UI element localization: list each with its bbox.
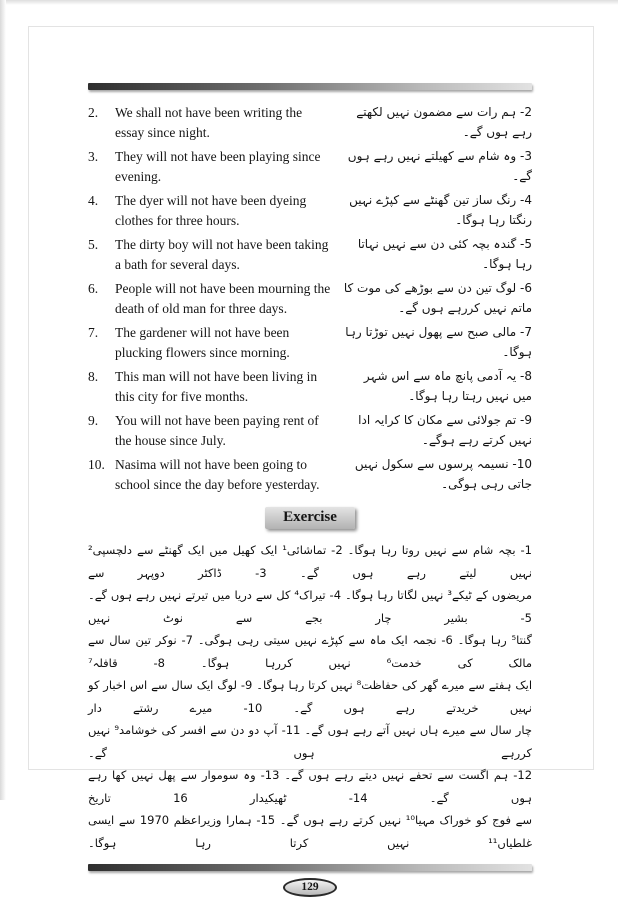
sentence-number: 3. [88,149,99,164]
sentence-english-text: People will not have been mourning the death of old man for three days. [115,281,331,316]
page-content [88,0,532,897]
sentence-english [88,279,342,318]
sentence-urdu: 5- گندہ بچہ کئی دن سے نہیں نہاتا رہا ہوگا۔ [357,237,532,271]
exercise-paragraph [88,539,532,854]
sentence-urdu: 2- ہم رات سے مضمون نہیں لکھتے رہے ہوں گے۔ [356,105,532,139]
sentence-number: 8. [88,369,99,384]
sentence-english [88,235,342,274]
sentence-urdu: 8- یہ آدمی پانچ ماہ سے اس شہر میں نہیں رہتا رہا ہوگا۔ [363,369,532,403]
sentence-english-text: We shall not have been writing the essay since night. [115,105,303,140]
bottom-divider-bar [88,864,532,871]
sentence-number: 2. [88,105,99,120]
exercise-line: 12- ہم اگست سے تحفے نہیں دیتے رہے ہوں گے۔ 13- وہ سوموار سے پھل نہیں کھا رہے ہوں گے۔ 14- ٹھیکیدار 16 تاریخ [88,768,533,805]
sentence-english [88,191,342,230]
sentence-english-text: You will not have been paying rent of the house since July. [115,413,319,448]
exercise-line: مریضوں کے ٹیکے³ نہیں لگاتا رہا ہوگا۔ 4- تیراک⁴ کل سے دریا میں تیرتے نہیں رہے ہوں گے۔ 5- بشیر چار بجے سے نوٹ نہیں [88,588,532,625]
sentence-row [88,235,532,274]
page-number-wrap [88,877,532,897]
sentence-row [88,367,532,406]
top-divider-bar [88,83,532,90]
sentence-row [88,455,532,494]
exercise-line: ایک ہفتے سے میرے گھر کی حفاظت⁸ نہیں کرتا رہا ہوگا۔ 9- لوگ ایک سال سے اس اخبار کو نہیں خریدتے رہے ہوں گے۔ 10- میرے رشتے دار [88,678,533,715]
sentence-urdu: 4- رنگ ساز تین گھنٹے سے کپڑے نہیں رنگتا رہا ہوگا۔ [349,193,532,227]
sentence-english-text: This man will not have been living in this city for five months. [115,369,318,404]
sentence-number: 5. [88,237,99,252]
sentence-row [88,411,532,450]
sentence-urdu: 10- نسیمہ پرسوں سے سکول نہیں جاتی رہی ہوگی۔ [354,457,532,491]
exercise-heading: Exercise [265,507,355,529]
translation-list [88,103,532,494]
exercise-line: گنتا⁵ رہا ہوگا۔ 6- نجمہ ایک ماہ سے کپڑے نہیں سیتی رہی ہوگی۔ 7- نوکر تین سال سے مالک کی خدمت⁶ نہیں کررہا ہوگا۔ 8- قافلہ⁷ [88,633,532,670]
sentence-english [88,103,342,142]
sentence-english-text: Nasima will not have been going to school since the day before yesterday. [115,457,320,492]
exercise-line: سے فوج کو خوراک مہیا¹⁰ نہیں کرتے رہے ہوں گے۔ 15- ہمارا وزیراعظم 1970 سے ایسی غلطیاں¹¹ نہیں کرتا رہا ہوگا۔ [88,813,532,850]
sentence-row [88,279,532,318]
sentence-english-text: The dirty boy will not have been taking a bath for several days. [115,237,329,272]
sentence-number: 4. [88,193,99,208]
sentence-number: 6. [88,281,99,296]
exercise-heading-wrap [88,507,532,529]
sentence-number: 10. [88,457,105,472]
sentence-urdu: 6- لوگ تین دن سے بوڑھے کی موت کا ماتم نہیں کررہے ہوں گے۔ [343,281,532,315]
sentence-number: 9. [88,413,99,428]
sentence-row [88,323,532,362]
sentence-urdu: 7- مالی صبح سے پھول نہیں توڑتا رہا ہوگا۔ [345,325,532,359]
sentence-urdu: 3- وہ شام سے کھیلتے نہیں رہے ہوں گے۔ [347,149,532,183]
sentence-english [88,323,342,362]
sentence-english-text: The dyer will not have been dyeing clothes for three hours. [115,193,307,228]
exercise-line: چار سال سے میرے ہاں نہیں آتے رہے ہوں گے۔ 11- آپ دو دن سے افسر کی خوشامد⁹ نہیں کررہے ہوں گے۔ [88,723,532,760]
sentence-english [88,367,342,406]
sentence-english-text: They will not have been playing since evening. [115,149,321,184]
sentence-row [88,191,532,230]
sentence-urdu: 9- تم جولائی سے مکان کا کرایہ ادا نہیں کرتے رہے ہوگے۔ [358,413,532,447]
sentence-english [88,147,342,186]
sentence-english [88,455,342,494]
sentence-number: 7. [88,325,99,340]
scan-edge-shading-left [0,0,6,800]
sentence-english [88,411,342,450]
sentence-row [88,103,532,142]
sentence-english-text: The gardener will not have been plucking flowers since morning. [115,325,290,360]
page-number-badge: 129 [283,878,337,897]
sentence-row [88,147,532,186]
exercise-line: 1- بچہ شام سے نہیں روتا رہا ہوگا۔ 2- تماشائی¹ ایک کھیل میں ایک گھنٹے سے دلچسپی² نہیں لیتے رہے ہوں گے۔ 3- ڈاکٹر دوپہر سے [88,543,532,580]
